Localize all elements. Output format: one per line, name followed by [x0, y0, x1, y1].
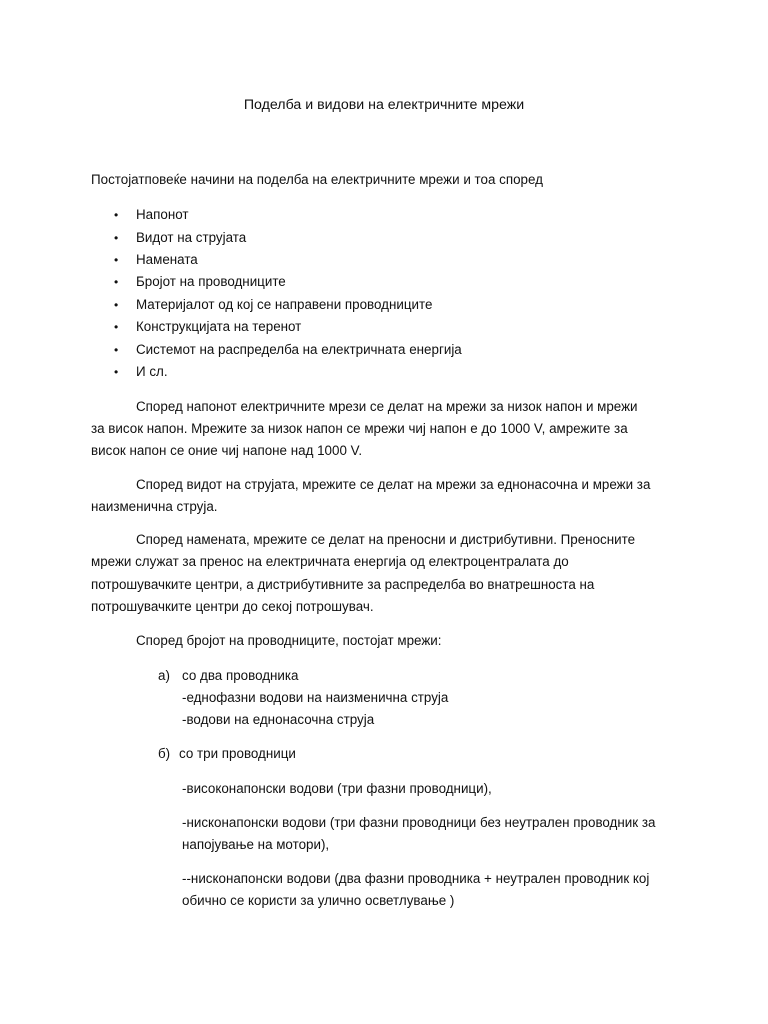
paragraph-line: мрежи служат за пренос на електричната енергија од електроцентралата до	[91, 554, 569, 569]
page-title: Поделба и видови на електричните мрежи	[243, 97, 525, 113]
list-item-continuation: обично се користи за улично осветлување )	[182, 893, 455, 908]
paragraph-line: за висок напон. Мрежите за низок напон се мрежи чиј напон е до 1000 V, амрежите за	[91, 421, 628, 436]
list-marker: а)	[158, 668, 170, 683]
bullet-icon: •	[114, 208, 119, 222]
bullet-text: Системот на распределба на електричната енергија	[136, 342, 462, 357]
list-item: -нисконапонски водови (три фазни проводници без неутрален проводник за	[182, 815, 656, 830]
paragraph-line: потрошувачките центри до секој потрошувач.	[91, 599, 374, 614]
bullet-text: Конструкцијата на теренот	[136, 319, 302, 334]
list-item: -еднофазни водови на наизменична струја	[182, 690, 449, 705]
bullet-text: Видот на струјата	[136, 230, 247, 245]
paragraph-conductors: Според бројот на проводниците, постојат мрежи:	[136, 633, 442, 648]
paragraph-line: Според намената, мрежите се делат на преносни и дистрибутивни. Преносните	[136, 532, 636, 547]
bullet-icon: •	[114, 275, 119, 289]
list-marker: б)	[158, 746, 171, 761]
paragraph-line: потрошувачките центри, а дистрибутивните за распределба во внатрешноста на	[91, 577, 595, 592]
bullet-icon: •	[114, 231, 119, 245]
intro-text: Постојатповеќе начини на поделба на електричните мрежи и тоа според	[91, 172, 543, 187]
bullet-icon: •	[114, 320, 119, 334]
bullet-text: Напонот	[136, 207, 189, 222]
paragraph-line: Според напонот електричните мрези се делат на мрежи за низок напон и мрежи	[136, 399, 638, 414]
bullet-text: И сл.	[136, 364, 168, 379]
bullet-text: Бројот на проводниците	[136, 274, 286, 289]
bullet-icon: •	[114, 365, 119, 379]
list-item-continuation: напојување на мотори),	[182, 837, 330, 852]
bullet-icon: •	[114, 253, 119, 267]
paragraph-line: Според видот на струјата, мрежите се делат на мрежи за еднонасочна и мрежи за	[136, 477, 651, 492]
list-heading: со два проводника	[182, 668, 299, 683]
bullet-icon: •	[114, 343, 119, 357]
list-item: -високонапонски водови (три фазни проводници),	[182, 781, 492, 796]
bullet-text: Материјалот од кој се направени проводниците	[136, 297, 433, 312]
bullet-text: Намената	[136, 252, 198, 267]
paragraph-line: наизменична струја.	[91, 499, 218, 514]
list-item: --нисконапонски водови (два фазни проводника + неутрален проводник кој	[182, 871, 650, 886]
list-item: -водови на еднонасочна струја	[182, 712, 375, 727]
list-heading: со три проводници	[179, 746, 296, 761]
paragraph-line: висок напон се оние чиј напоне над 1000 V.	[91, 443, 363, 458]
bullet-icon: •	[114, 298, 119, 312]
